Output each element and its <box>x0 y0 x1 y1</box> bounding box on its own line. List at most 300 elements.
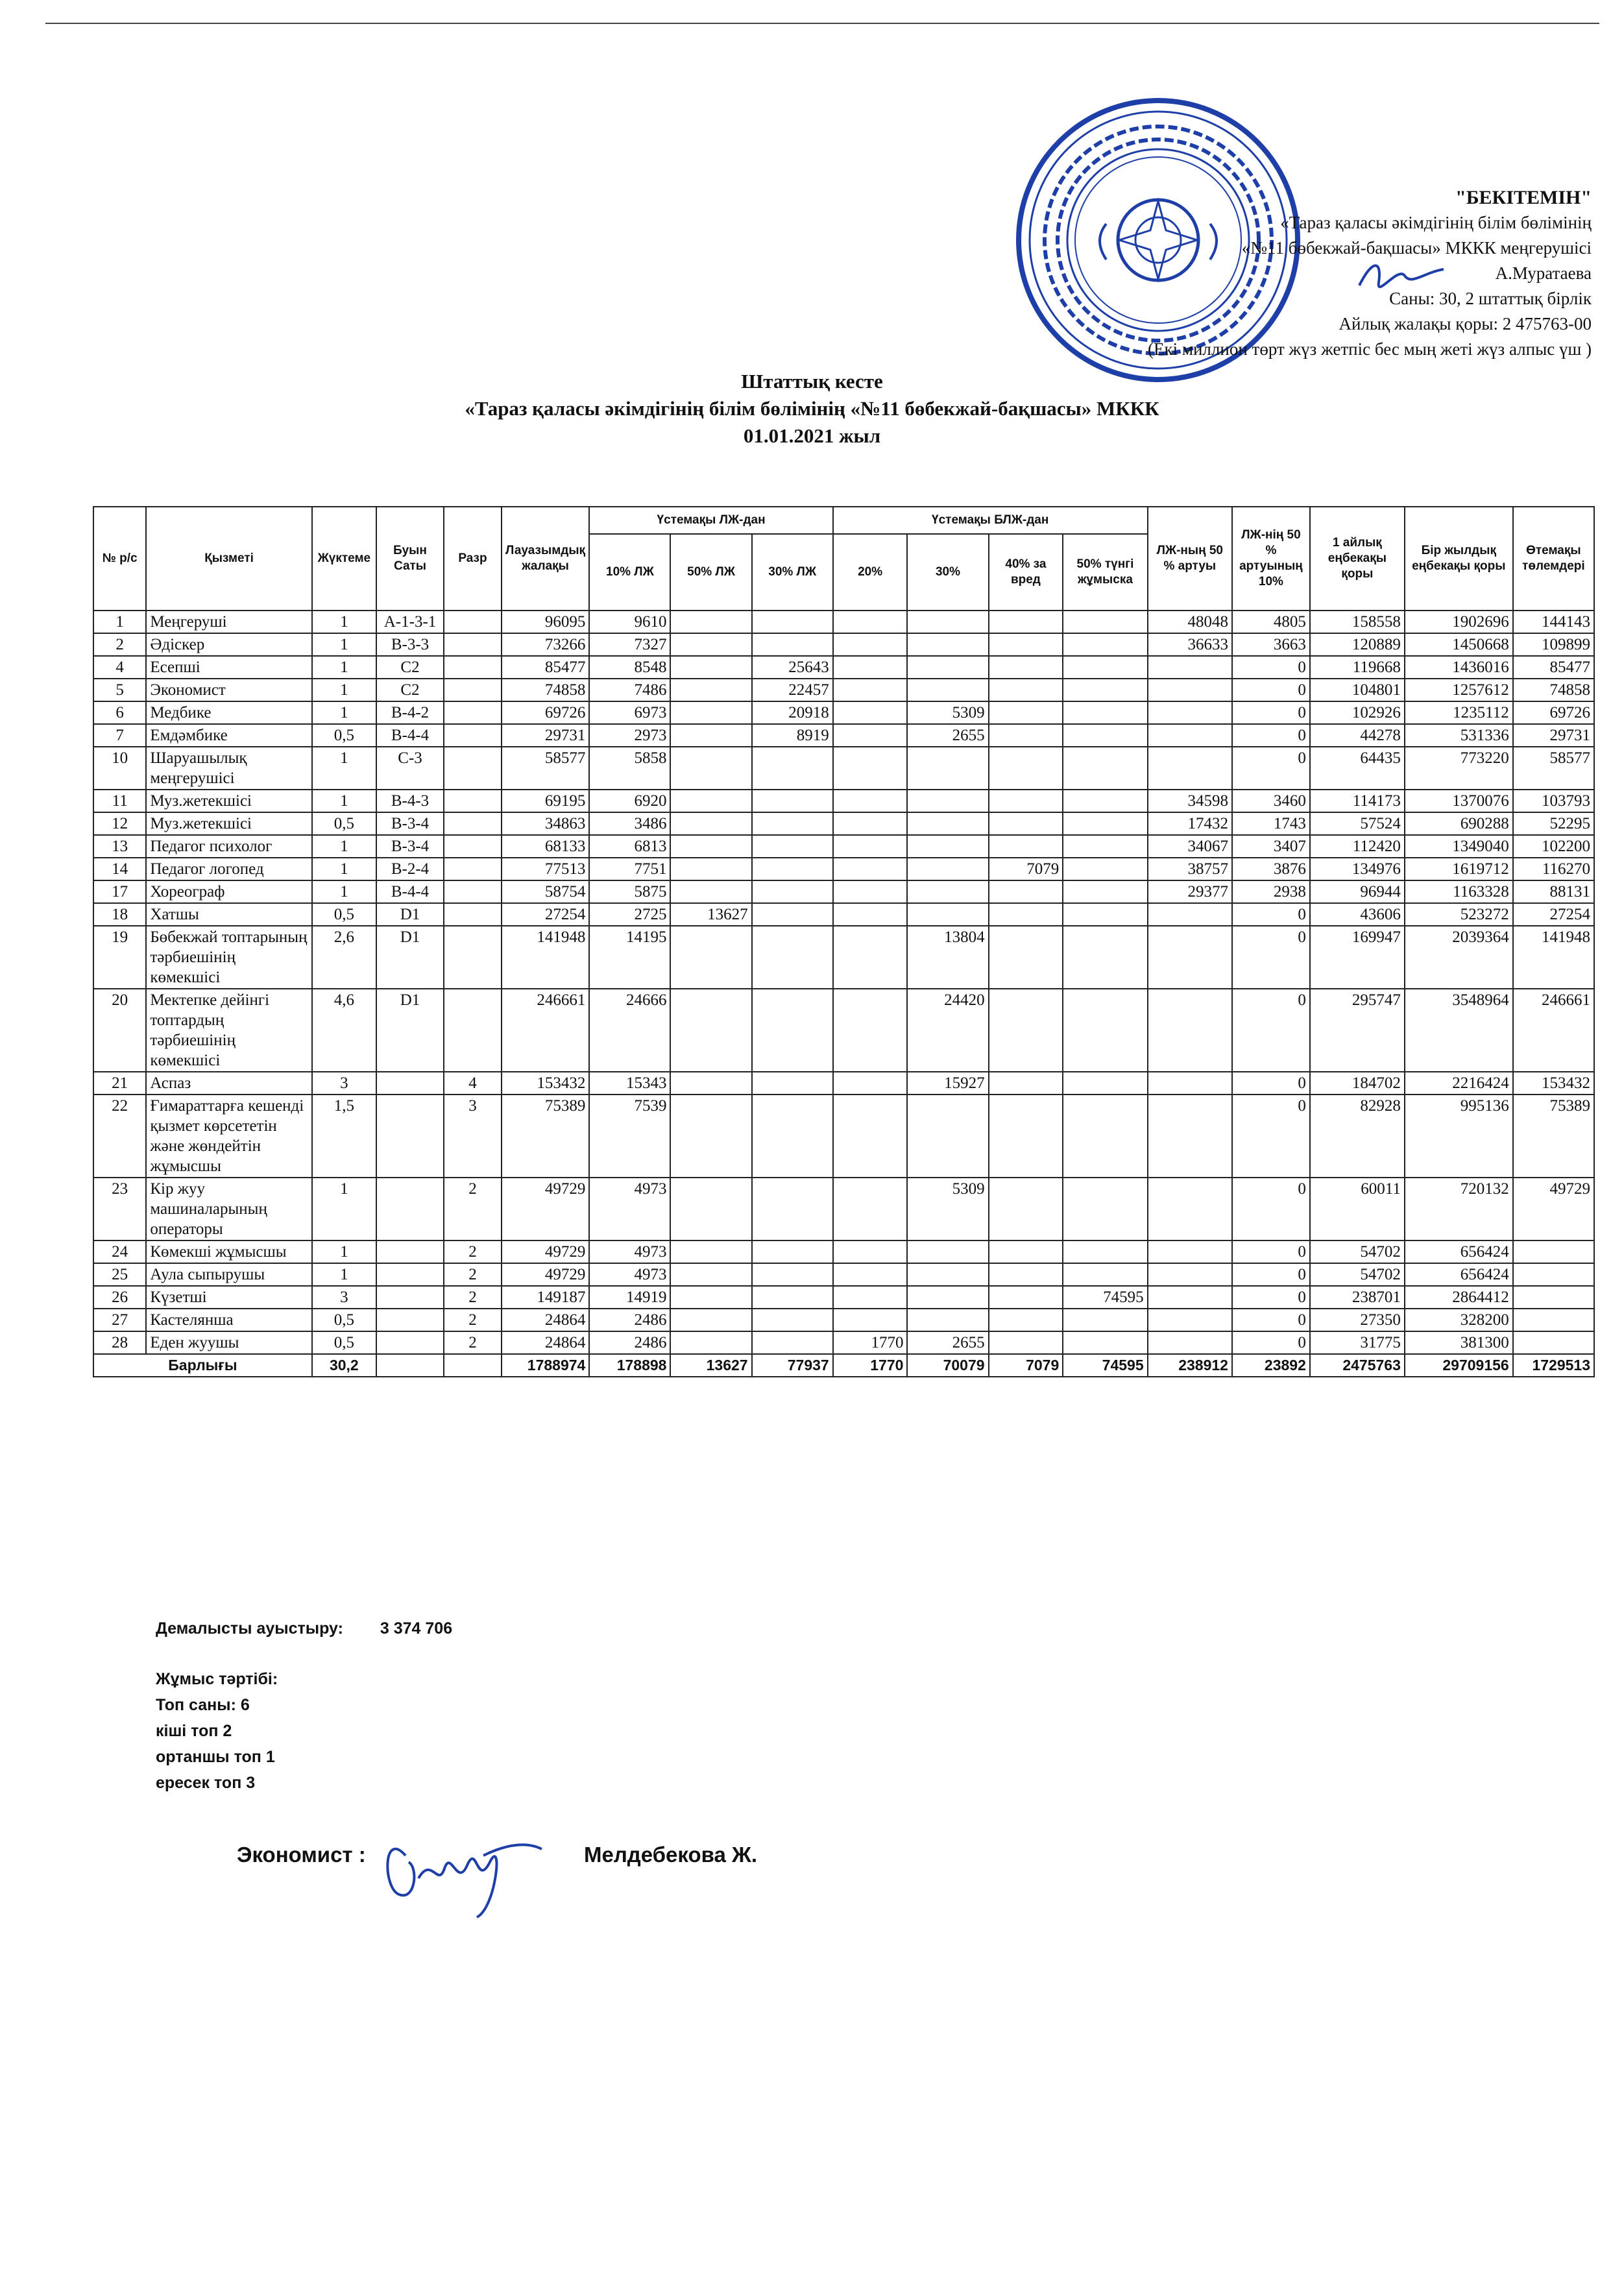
table-cell <box>989 790 1063 812</box>
table-cell: 523272 <box>1405 903 1513 926</box>
table-cell: 1743 <box>1232 812 1310 835</box>
table-cell: 4973 <box>589 1240 670 1263</box>
table-cell: В-3-3 <box>376 633 444 656</box>
table-cell: 24666 <box>589 989 670 1072</box>
table-cell: 5309 <box>907 1178 988 1240</box>
approval-line-2: «№11 бөбекжай-бақшасы» МККК меңгерушісі <box>1241 238 1592 258</box>
table-cell <box>444 747 502 790</box>
table-cell: В-3-4 <box>376 812 444 835</box>
table-cell: Меңгеруші <box>146 611 311 633</box>
table-cell: Мектепке дейінгі топтардың тәрбиешінің көмекшісі <box>146 989 311 1072</box>
total-cell: 70079 <box>907 1354 988 1377</box>
header-ljz50-10: ЛЖ-нің 50 % артуының 10% <box>1232 507 1310 611</box>
table-cell: 4973 <box>589 1263 670 1286</box>
table-cell: 7486 <box>589 679 670 701</box>
table-cell: 29377 <box>1148 880 1232 903</box>
table-cell <box>1148 1286 1232 1309</box>
table-cell: 149187 <box>502 1286 590 1309</box>
table-cell: 36633 <box>1148 633 1232 656</box>
table-cell: 144143 <box>1513 611 1594 633</box>
table-cell: 3 <box>312 1072 376 1095</box>
table-cell: Медбике <box>146 701 311 724</box>
table-cell: 141948 <box>1513 926 1594 989</box>
table-cell: 6 <box>93 701 146 724</box>
table-cell <box>989 1263 1063 1286</box>
table-cell: 112420 <box>1310 835 1405 858</box>
vacation-label: Демалысты ауыстыру: <box>156 1619 343 1638</box>
table-cell: 0,5 <box>312 1309 376 1331</box>
table-cell <box>907 679 988 701</box>
table-cell <box>752 903 833 926</box>
table-cell: 0 <box>1232 747 1310 790</box>
table-cell <box>833 1286 908 1309</box>
header-salary: Лауазымдық жалақы <box>502 507 590 611</box>
approval-line-6: (Екі миллион төрт жүз жетпіс бес мың жеті жүз алпыс үш ) <box>1148 339 1592 359</box>
table-cell <box>376 1095 444 1178</box>
table-cell: 0 <box>1232 656 1310 679</box>
table-cell <box>1148 1240 1232 1263</box>
header-group-ljz: Үстемақы ЛЖ-дан <box>589 507 832 534</box>
total-cell: 238912 <box>1148 1354 1232 1377</box>
table-cell: 158558 <box>1310 611 1405 633</box>
table-row <box>93 790 1594 812</box>
table-cell: Кастелянша <box>146 1309 311 1331</box>
header-p10: 10% ЛЖ <box>589 534 670 611</box>
table-cell: Педагог психолог <box>146 835 311 858</box>
table-cell: 0 <box>1232 724 1310 747</box>
table-row <box>93 1286 1594 1309</box>
table-cell: 52295 <box>1513 812 1594 835</box>
table-cell: 8919 <box>752 724 833 747</box>
table-cell <box>1063 1309 1147 1331</box>
table-cell: 1163328 <box>1405 880 1513 903</box>
table-cell: 0 <box>1232 1286 1310 1309</box>
table-cell: 5 <box>93 679 146 701</box>
table-row <box>93 611 1594 633</box>
table-cell <box>670 880 751 903</box>
table-cell <box>989 747 1063 790</box>
table-cell: 25 <box>93 1263 146 1286</box>
table-cell: 2216424 <box>1405 1072 1513 1095</box>
table-cell: 2 <box>444 1240 502 1263</box>
table-cell: 57524 <box>1310 812 1405 835</box>
table-cell: 0,5 <box>312 903 376 926</box>
table-cell: 69195 <box>502 790 590 812</box>
total-cell: 1729513 <box>1513 1354 1594 1377</box>
table-cell <box>907 880 988 903</box>
table-cell: 54702 <box>1310 1263 1405 1286</box>
table-cell: 49729 <box>502 1178 590 1240</box>
table-cell: 2 <box>444 1286 502 1309</box>
table-cell: 119668 <box>1310 656 1405 679</box>
table-cell: 109899 <box>1513 633 1594 656</box>
table-cell <box>1148 656 1232 679</box>
total-cell <box>376 1354 444 1377</box>
table-cell <box>907 1309 988 1331</box>
table-cell <box>444 724 502 747</box>
table-cell <box>752 858 833 880</box>
table-cell <box>1148 1331 1232 1354</box>
top-border-line <box>45 23 1599 24</box>
table-cell: 0 <box>1232 989 1310 1072</box>
table-row <box>93 1263 1594 1286</box>
table-cell: 1 <box>312 633 376 656</box>
table-cell: 114173 <box>1310 790 1405 812</box>
header-num: № р/с <box>93 507 146 611</box>
table-cell <box>1063 679 1147 701</box>
table-cell: 1450668 <box>1405 633 1513 656</box>
total-cell: 29709156 <box>1405 1354 1513 1377</box>
table-cell <box>376 1072 444 1095</box>
table-cell: 15927 <box>907 1072 988 1095</box>
table-row <box>93 656 1594 679</box>
table-cell: 75389 <box>502 1095 590 1178</box>
table-cell: 4973 <box>589 1178 670 1240</box>
table-cell: Емдәмбике <box>146 724 311 747</box>
table-cell <box>833 926 908 989</box>
table-cell: 20 <box>93 989 146 1072</box>
table-cell: 43606 <box>1310 903 1405 926</box>
table-cell <box>907 858 988 880</box>
table-cell <box>752 835 833 858</box>
table-cell <box>833 1095 908 1178</box>
table-cell <box>670 926 751 989</box>
table-cell <box>444 790 502 812</box>
table-cell: В-4-2 <box>376 701 444 724</box>
table-cell <box>670 790 751 812</box>
table-cell: 0 <box>1232 1095 1310 1178</box>
table-cell: 85477 <box>502 656 590 679</box>
table-cell: 7079 <box>989 858 1063 880</box>
table-cell: 7751 <box>589 858 670 880</box>
table-cell: 2938 <box>1232 880 1310 903</box>
table-cell <box>1513 1286 1594 1309</box>
table-cell <box>907 1095 988 1178</box>
table-cell: 4805 <box>1232 611 1310 633</box>
table-cell: 531336 <box>1405 724 1513 747</box>
table-cell: 0 <box>1232 1331 1310 1354</box>
table-cell: 44278 <box>1310 724 1405 747</box>
table-cell <box>907 747 988 790</box>
table-cell: Есепші <box>146 656 311 679</box>
table-cell: Хатшы <box>146 903 311 926</box>
table-cell <box>833 1178 908 1240</box>
table-cell: 22457 <box>752 679 833 701</box>
document-subtitle: «Тараз қаласы әкімдігінің білім бөлімінің «№11 бөбекжай-бақшасы» МККК <box>465 397 1159 420</box>
header-p50: 50% ЛЖ <box>670 534 751 611</box>
table-cell: 69726 <box>1513 701 1594 724</box>
table-cell: 14195 <box>589 926 670 989</box>
table-cell <box>752 880 833 903</box>
table-cell: 1902696 <box>1405 611 1513 633</box>
table-cell: 31775 <box>1310 1331 1405 1354</box>
table-cell <box>670 656 751 679</box>
table-cell: 0,5 <box>312 1331 376 1354</box>
table-cell: С2 <box>376 679 444 701</box>
table-cell: 1 <box>312 701 376 724</box>
table-cell <box>670 812 751 835</box>
table-cell <box>670 611 751 633</box>
table-cell: 0 <box>1232 1263 1310 1286</box>
middle-groups: ортаншы топ 1 <box>156 1748 275 1766</box>
total-label: Барлығы <box>93 1354 312 1377</box>
table-cell: 58754 <box>502 880 590 903</box>
table-cell: 1370076 <box>1405 790 1513 812</box>
table-cell <box>670 1286 751 1309</box>
table-cell: 3663 <box>1232 633 1310 656</box>
table-cell <box>752 812 833 835</box>
header-b40: 40% за вред <box>989 534 1063 611</box>
table-row <box>93 880 1594 903</box>
table-row <box>93 812 1594 835</box>
table-cell <box>1148 747 1232 790</box>
table-row <box>93 903 1594 926</box>
header-rank: Разр <box>444 507 502 611</box>
total-cell: 30,2 <box>312 1354 376 1377</box>
table-cell <box>1063 1072 1147 1095</box>
table-cell: 26 <box>93 1286 146 1309</box>
approval-line-4: Саны: 30, 2 штаттық бірлік <box>1389 289 1592 308</box>
table-cell: 1349040 <box>1405 835 1513 858</box>
document-title: Штаттық кесте <box>741 370 883 393</box>
table-cell: Муз.жетекшісі <box>146 790 311 812</box>
table-cell: Ғимараттарға кешенді қызмет көрсететін және жөндейтін жұмысшы <box>146 1095 311 1178</box>
table-cell: 82928 <box>1310 1095 1405 1178</box>
table-cell: 77513 <box>502 858 590 880</box>
table-cell: 27254 <box>502 903 590 926</box>
total-cell: 2475763 <box>1310 1354 1405 1377</box>
table-cell: 3 <box>312 1286 376 1309</box>
table-cell <box>989 1286 1063 1309</box>
table-cell <box>752 1178 833 1240</box>
table-cell: 2725 <box>589 903 670 926</box>
table-cell <box>1148 724 1232 747</box>
table-cell <box>670 1095 751 1178</box>
table-cell: 2486 <box>589 1309 670 1331</box>
table-cell <box>670 633 751 656</box>
table-cell: 74595 <box>1063 1286 1147 1309</box>
approval-block <box>995 185 1592 362</box>
table-cell: 1 <box>312 790 376 812</box>
table-cell <box>752 633 833 656</box>
table-cell: 120889 <box>1310 633 1405 656</box>
table-cell: 25643 <box>752 656 833 679</box>
table-cell: 74858 <box>502 679 590 701</box>
table-cell <box>833 747 908 790</box>
table-cell <box>670 1309 751 1331</box>
table-cell: 34598 <box>1148 790 1232 812</box>
table-cell <box>752 1331 833 1354</box>
table-cell: 34863 <box>502 812 590 835</box>
table-cell: 1 <box>312 747 376 790</box>
vacation-note <box>156 1615 452 1641</box>
table-cell: 58577 <box>1513 747 1594 790</box>
table-row <box>93 926 1594 989</box>
header-level: Буын Саты <box>376 507 444 611</box>
table-cell: 295747 <box>1310 989 1405 1072</box>
table-cell <box>1148 989 1232 1072</box>
table-cell: 13627 <box>670 903 751 926</box>
table-cell <box>907 611 988 633</box>
table-cell: 7327 <box>589 633 670 656</box>
table-cell: 74858 <box>1513 679 1594 701</box>
table-cell <box>1063 724 1147 747</box>
table-cell <box>752 790 833 812</box>
table-cell: 169947 <box>1310 926 1405 989</box>
table-cell <box>833 880 908 903</box>
table-cell <box>444 812 502 835</box>
table-cell: 0 <box>1232 701 1310 724</box>
table-cell: 246661 <box>1513 989 1594 1072</box>
table-row <box>93 1240 1594 1263</box>
table-cell: 75389 <box>1513 1095 1594 1178</box>
table-cell: 2 <box>444 1309 502 1331</box>
table-cell: 656424 <box>1405 1263 1513 1286</box>
table-cell: 2 <box>444 1263 502 1286</box>
table-cell <box>907 633 988 656</box>
approval-line-3: А.Муратаева <box>1495 263 1592 283</box>
table-cell <box>670 701 751 724</box>
table-row <box>93 989 1594 1072</box>
table-cell: 6973 <box>589 701 670 724</box>
table-cell <box>907 656 988 679</box>
table-cell <box>1063 858 1147 880</box>
table-cell: 1 <box>312 880 376 903</box>
table-cell <box>989 989 1063 1072</box>
table-cell <box>1148 1095 1232 1178</box>
table-row <box>93 1309 1594 1331</box>
table-cell: 1 <box>312 1240 376 1263</box>
header-b20: 20% <box>833 534 908 611</box>
table-cell <box>752 1286 833 1309</box>
table-row <box>93 1095 1594 1178</box>
table-cell: 11 <box>93 790 146 812</box>
table-cell: 21 <box>93 1072 146 1095</box>
table-cell: Кір жуу машиналарының операторы <box>146 1178 311 1240</box>
approval-line-1: «Тараз қаласы әкімдігінің білім бөлімінің <box>1280 213 1592 232</box>
table-cell <box>833 633 908 656</box>
table-cell: 3486 <box>589 812 670 835</box>
table-cell <box>376 1178 444 1240</box>
table-cell <box>1063 1331 1147 1354</box>
total-cell: 1770 <box>833 1354 908 1377</box>
table-cell: 103793 <box>1513 790 1594 812</box>
table-cell: 0,5 <box>312 724 376 747</box>
header-b50: 50% түнгі жұмыска <box>1063 534 1147 611</box>
table-cell <box>444 989 502 1072</box>
table-cell <box>907 790 988 812</box>
table-cell: 49729 <box>502 1263 590 1286</box>
table-cell <box>444 679 502 701</box>
table-cell <box>670 989 751 1072</box>
table-cell: Аспаз <box>146 1072 311 1095</box>
table-cell <box>1063 1263 1147 1286</box>
table-cell: Шаруашылық меңгерушісі <box>146 747 311 790</box>
table-cell <box>989 880 1063 903</box>
table-cell: 1 <box>312 611 376 633</box>
table-row <box>93 747 1594 790</box>
table-cell: 3 <box>444 1095 502 1178</box>
table-cell: 1,5 <box>312 1095 376 1178</box>
table-cell: 6813 <box>589 835 670 858</box>
table-cell: 773220 <box>1405 747 1513 790</box>
table-cell: 0,5 <box>312 812 376 835</box>
table-cell: 1 <box>312 835 376 858</box>
table-cell: 8548 <box>589 656 670 679</box>
table-cell <box>833 812 908 835</box>
approval-heading: "БЕКІТЕМІН" <box>1455 187 1592 208</box>
table-cell: 690288 <box>1405 812 1513 835</box>
table-cell <box>1513 1263 1594 1286</box>
table-cell <box>989 701 1063 724</box>
table-cell: В-4-4 <box>376 724 444 747</box>
table-cell: 1770 <box>833 1331 908 1354</box>
table-cell: Аула сыпырушы <box>146 1263 311 1286</box>
table-cell: 1619712 <box>1405 858 1513 880</box>
table-cell <box>833 656 908 679</box>
table-row <box>93 724 1594 747</box>
table-cell: 3876 <box>1232 858 1310 880</box>
table-cell: В-4-4 <box>376 880 444 903</box>
table-cell <box>989 679 1063 701</box>
table-cell: 14919 <box>589 1286 670 1309</box>
table-cell: 5309 <box>907 701 988 724</box>
table-body <box>93 611 1594 1377</box>
table-cell: Педагог логопед <box>146 858 311 880</box>
table-cell <box>989 1309 1063 1331</box>
table-cell <box>833 790 908 812</box>
table-cell <box>907 1286 988 1309</box>
table-cell: 88131 <box>1513 880 1594 903</box>
table-cell: Бөбекжай топтарының тәрбиешінің көмекшісі <box>146 926 311 989</box>
total-cell: 7079 <box>989 1354 1063 1377</box>
header-compensation: Өтемақы төлемдері <box>1513 507 1594 611</box>
table-row <box>93 701 1594 724</box>
table-cell: А-1-3-1 <box>376 611 444 633</box>
economist-signature <box>380 1817 548 1920</box>
table-cell: В-2-4 <box>376 858 444 880</box>
table-cell: 54702 <box>1310 1240 1405 1263</box>
table-cell: 27350 <box>1310 1309 1405 1331</box>
table-cell <box>444 880 502 903</box>
table-cell: 24 <box>93 1240 146 1263</box>
table-cell: 7 <box>93 724 146 747</box>
table-cell: 12 <box>93 812 146 835</box>
table-cell: 17 <box>93 880 146 903</box>
table-cell <box>444 858 502 880</box>
table-cell <box>1148 926 1232 989</box>
table-cell: 5875 <box>589 880 670 903</box>
table-cell <box>752 1095 833 1178</box>
table-cell: 1235112 <box>1405 701 1513 724</box>
table-cell <box>1148 903 1232 926</box>
table-cell <box>989 1072 1063 1095</box>
table-cell <box>989 1240 1063 1263</box>
table-cell: 1257612 <box>1405 679 1513 701</box>
table-cell <box>907 1240 988 1263</box>
table-cell <box>1063 880 1147 903</box>
table-cell <box>989 656 1063 679</box>
table-cell: 13804 <box>907 926 988 989</box>
table-cell: 2 <box>93 633 146 656</box>
table-cell <box>1148 1263 1232 1286</box>
table-cell <box>376 1286 444 1309</box>
table-cell: 10 <box>93 747 146 790</box>
table-cell: 69726 <box>502 701 590 724</box>
table-cell <box>1148 679 1232 701</box>
table-cell: 4 <box>93 656 146 679</box>
table-cell: Хореограф <box>146 880 311 903</box>
